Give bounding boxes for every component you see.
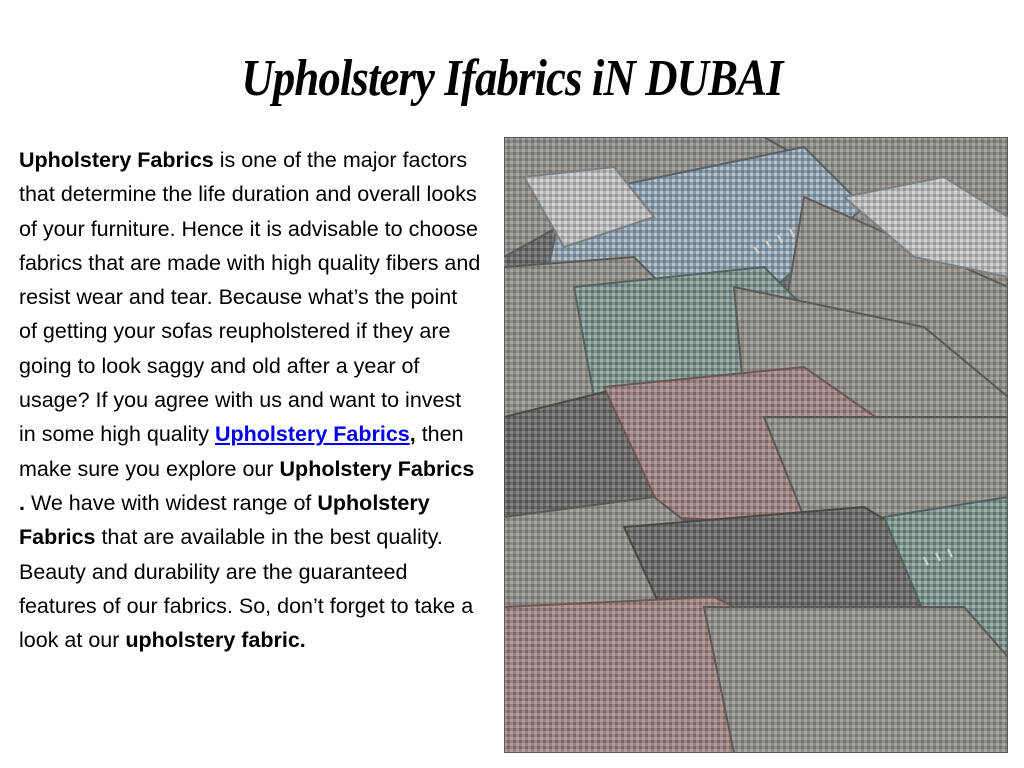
upholstery-fabrics-link[interactable]: Upholstery Fabrics — [215, 422, 410, 447]
paragraph-text-3: We have with widest range of — [24, 490, 318, 515]
fabric-swatches-illustration — [504, 137, 1008, 753]
paragraph-text-4: that are available in the best quality. Beauty and durability are the guaranteed features of our fabrics. So, don’t forget to take a look at our — [19, 525, 474, 653]
bold-comma: , — [409, 422, 416, 447]
paragraph-text-1: is one of the major factors that determine the life duration and overall looks of your furniture. Hence it is advisable to choose fabrics that are made with high quality fibers and resist wear and tear. Because what’s the point of getting your sofas reupholstered if they are going to look saggy and old after a year of usage? If you agree with us and want to invest in some high quality — [19, 148, 481, 447]
article-paragraph — [19, 143, 481, 657]
bold-upholstery-fabrics-3: Upholstery Fabrics — [19, 490, 430, 550]
page-title: Upholstery Ifabrics iN DUBAI — [241, 49, 783, 107]
bold-upholstery-fabrics-2: Upholstery Fabrics . — [19, 456, 475, 515]
paragraph-text-2: then make sure you explore our — [19, 422, 464, 481]
fabric-swatches-image — [504, 137, 1008, 753]
bold-upholstery-fabric-4: upholstery fabric. — [125, 628, 306, 653]
bold-upholstery-fabrics-1: Upholstery Fabrics — [19, 148, 214, 172]
